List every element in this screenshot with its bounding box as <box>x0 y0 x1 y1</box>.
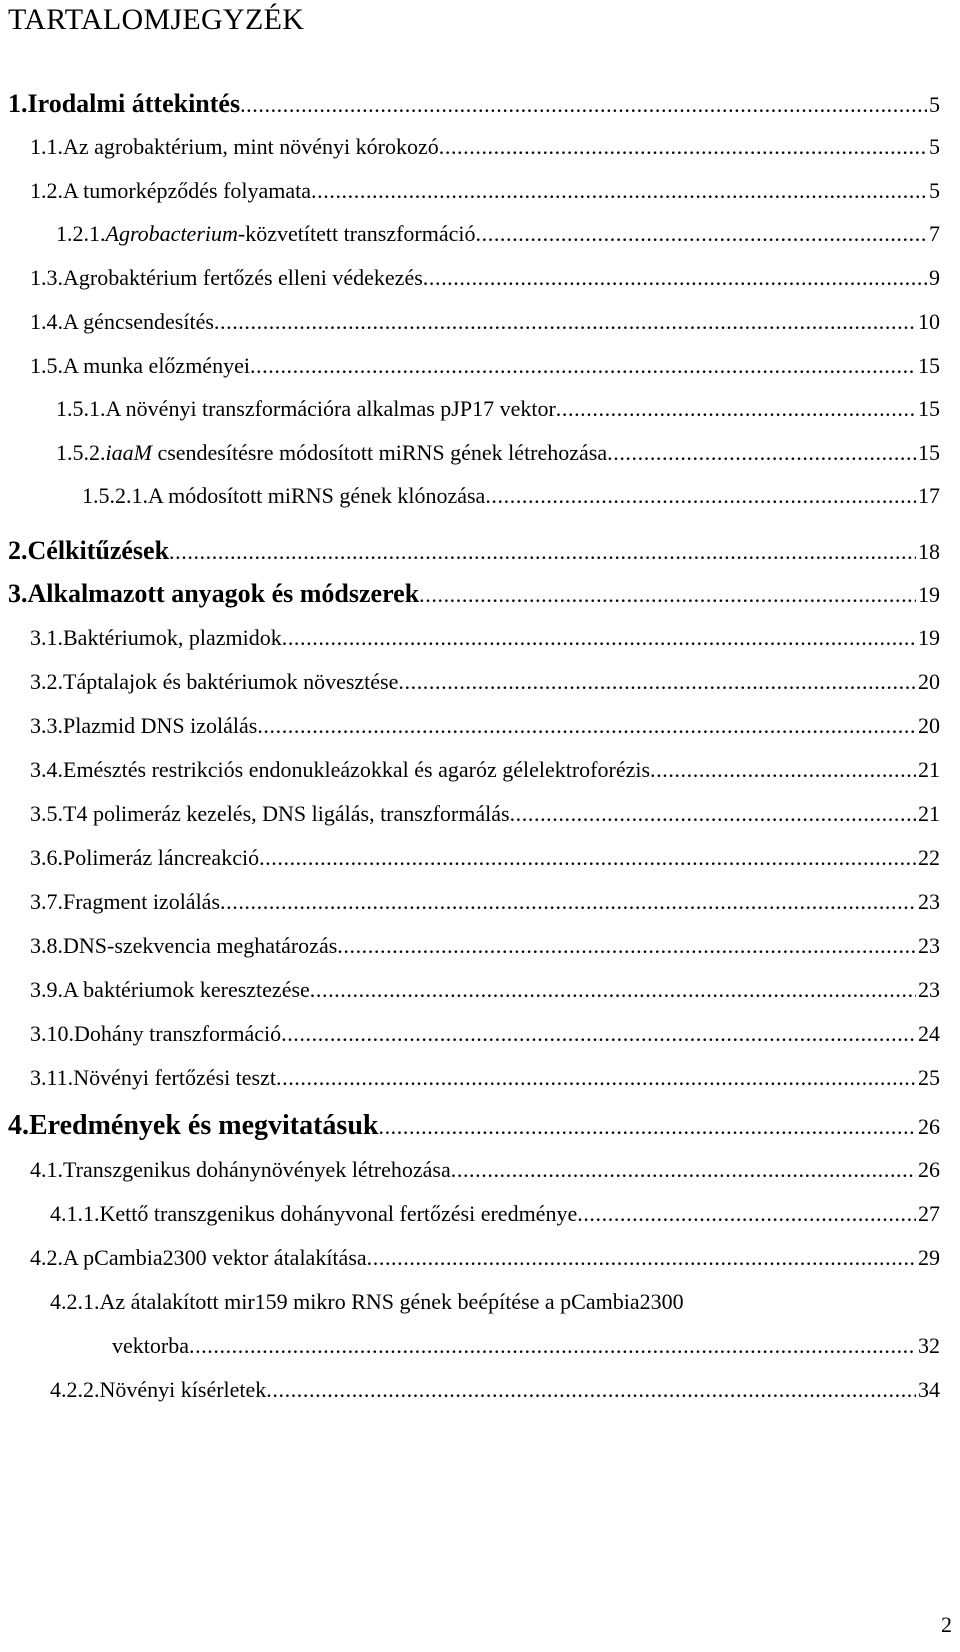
toc-entry-number: 2. <box>8 536 28 565</box>
dot-leader <box>510 798 916 830</box>
toc-entry-3[interactable] <box>0 578 940 610</box>
toc-entry-number: 3.10. <box>30 1021 74 1046</box>
toc-entry-1[interactable] <box>0 88 940 120</box>
toc-entry-3-9[interactable] <box>0 974 940 1006</box>
dot-leader <box>439 131 927 163</box>
toc-entry-number: 1.2. <box>30 178 63 203</box>
toc-entry-1-5[interactable] <box>0 350 940 382</box>
toc-entry-3-10[interactable] <box>0 1018 940 1050</box>
toc-entry-3-2[interactable] <box>0 666 940 698</box>
toc-entry-number: 3.11. <box>30 1065 74 1090</box>
dot-leader <box>214 306 916 338</box>
toc-entry-title: Baktériumok, plazmidok <box>63 625 282 650</box>
toc-entry-number: 1.5.1. <box>56 396 106 421</box>
toc-entry-number: 1.5. <box>30 353 63 378</box>
toc-page-number: 20 <box>918 669 940 694</box>
toc-entry-3-3[interactable] <box>0 710 940 742</box>
page-number: 2 <box>941 1612 952 1637</box>
toc-entry-title: Plazmid DNS izolálás <box>63 713 258 738</box>
toc-page-number: 25 <box>918 1065 940 1090</box>
toc-entry-title: T4 polimeráz kezelés, DNS ligálás, transzformálás <box>63 801 510 826</box>
toc-entry-number: 3. <box>8 579 28 608</box>
toc-entry-1-2-1[interactable] <box>0 218 940 250</box>
toc-entry-title: Transzgenikus dohánynövények létrehozása <box>63 1157 451 1182</box>
toc-entry-4-2[interactable] <box>0 1242 940 1274</box>
toc-entry-number: 3.3. <box>30 713 63 738</box>
toc-page-number: 15 <box>918 353 940 378</box>
dot-leader <box>556 393 916 425</box>
dot-leader <box>276 1062 916 1094</box>
dot-leader <box>257 710 916 742</box>
toc-entry-title: Növényi fertőzési teszt <box>73 1065 276 1090</box>
toc-entry-title: A baktériumok keresztezése <box>63 977 310 1002</box>
dot-leader <box>311 175 927 207</box>
toc-entry-3-1[interactable] <box>0 622 940 654</box>
toc-entry-title: Fragment izolálás <box>63 889 221 914</box>
toc-page-number: 19 <box>918 625 940 650</box>
toc-entry-number: 3.7. <box>30 889 63 914</box>
toc-entry-title: A módosított miRNS gének klónozása <box>148 483 486 508</box>
toc-page-number: 5 <box>929 134 940 159</box>
toc-entry-number: 3.9. <box>30 977 63 1002</box>
dot-leader <box>485 480 916 512</box>
toc-entry-number: 3.8. <box>30 933 63 958</box>
toc-entry-italic: iaaM <box>105 440 152 465</box>
toc-entry-title: Kettő transzgenikus dohányvonal fertőzési eredménye <box>99 1201 578 1226</box>
dot-leader <box>451 1154 916 1186</box>
dot-leader <box>607 437 916 469</box>
toc-entry-3-8[interactable] <box>0 930 940 962</box>
dot-leader <box>266 1374 916 1406</box>
toc-entry-title: Emésztés restrikciós endonukleázokkal és agaróz gélelektroforézis <box>63 757 651 782</box>
toc-entry-4-2-1-continuation[interactable] <box>0 1330 940 1362</box>
toc-entry-4-1-1[interactable] <box>0 1198 940 1230</box>
toc-entry-number: 4.2. <box>30 1245 63 1270</box>
toc-entry-1-4[interactable] <box>0 306 940 338</box>
toc-page-number: 23 <box>918 933 940 958</box>
toc-entry-number: 3.4. <box>30 757 63 782</box>
toc-entry-number: 1.3. <box>30 265 63 290</box>
dot-leader <box>281 1018 916 1050</box>
toc-entry-title: A növényi transzformációra alkalmas pJP17 vektor <box>105 396 556 421</box>
toc-entry-3-6[interactable] <box>0 842 940 874</box>
toc-entry-3-11[interactable] <box>0 1062 940 1094</box>
dot-leader <box>259 842 916 874</box>
dot-leader <box>220 886 916 918</box>
toc-page-number: 10 <box>918 309 940 334</box>
toc-entry-title <box>106 218 476 250</box>
toc-entry-1-5-2[interactable] <box>0 437 940 469</box>
toc-page-number: 19 <box>918 582 940 607</box>
toc-page-number: 22 <box>918 845 940 870</box>
toc-page-number: 21 <box>918 757 940 782</box>
dot-leader <box>189 1330 916 1362</box>
toc-entry-title: DNS-szekvencia meghatározás <box>63 933 338 958</box>
toc-entry-title: Növényi kísérletek <box>99 1377 267 1402</box>
toc-entry-3-7[interactable] <box>0 886 940 918</box>
dot-leader <box>650 754 916 786</box>
toc-page-number: 26 <box>918 1114 940 1139</box>
toc-page-number: 29 <box>918 1245 940 1270</box>
toc-entry-1-3[interactable] <box>0 262 940 294</box>
page-title: TARTALOMJEGYZÉK <box>8 3 305 36</box>
toc-page-number: 23 <box>918 977 940 1002</box>
dot-leader <box>419 579 916 611</box>
toc-entry-title-rest: csendesítésre módosított miRNS gének létrehozása <box>151 440 608 465</box>
toc-entry-4-2-2[interactable] <box>0 1374 940 1406</box>
toc-page-number: 24 <box>918 1021 940 1046</box>
toc-entry-title: A géncsendesítés <box>63 309 214 334</box>
toc-page-number: 15 <box>918 440 940 465</box>
toc-entry-4[interactable] <box>0 1110 940 1142</box>
toc-page-number: 5 <box>929 92 940 117</box>
toc-entry-number: 1.5.2. <box>56 440 106 465</box>
toc-entry-title: Eredmények és megvitatásuk <box>29 1110 379 1141</box>
toc-entry-4-2-1[interactable] <box>0 1286 940 1318</box>
toc-entry-italic: Agrobacterium <box>105 221 238 246</box>
dot-leader <box>282 622 916 654</box>
toc-page-number: 21 <box>918 801 940 826</box>
toc-page-number: 17 <box>918 483 940 508</box>
toc-entry-title <box>106 437 608 469</box>
toc-entry-2[interactable] <box>0 535 940 567</box>
toc-page-number: 32 <box>918 1333 940 1358</box>
toc-entry-3-4[interactable] <box>0 754 940 786</box>
toc-page-number: 15 <box>918 396 940 421</box>
toc-page-number: 26 <box>918 1157 940 1182</box>
toc-entry-title: A tumorképződés folyamata <box>63 178 312 203</box>
toc-entry-title: Polimeráz láncreakció <box>63 845 260 870</box>
toc-page-number: 34 <box>918 1377 940 1402</box>
dot-leader <box>398 666 916 698</box>
toc-entry-number: 1. <box>8 89 28 118</box>
dot-leader <box>250 350 916 382</box>
toc-entry-1-1[interactable] <box>0 131 940 163</box>
toc-entry-number: 4. <box>8 1110 29 1141</box>
toc-entry-number: 3.6. <box>30 845 63 870</box>
toc-entry-1-5-1[interactable] <box>0 393 940 425</box>
toc-entry-title: A munka előzményei <box>63 353 250 378</box>
toc-entry-title: Irodalmi áttekintés <box>27 89 241 118</box>
toc-entry-title-rest: -közvetített transzformáció <box>237 221 476 246</box>
toc-entry-number: 1.2.1. <box>56 221 106 246</box>
dot-leader <box>240 89 927 121</box>
toc-entry-title: Táptalajok és baktériumok növesztése <box>63 669 399 694</box>
toc-entry-title: Agrobaktérium fertőzés elleni védekezés <box>63 265 423 290</box>
toc-page-number: 7 <box>929 221 940 246</box>
toc-entry-1-5-2-1[interactable] <box>0 480 940 512</box>
dot-leader <box>169 536 916 568</box>
dot-leader <box>310 974 916 1006</box>
toc-entry-number: 1.4. <box>30 309 63 334</box>
toc-entry-number: 3.5. <box>30 801 63 826</box>
toc-entry-title: Dohány transzformáció <box>74 1021 282 1046</box>
dot-leader <box>577 1198 916 1230</box>
toc-entry-number: 3.2. <box>30 669 63 694</box>
toc-page-number: 18 <box>918 539 940 564</box>
toc-entry-number: 1.1. <box>30 134 63 159</box>
toc-entry-number: 1.5.2.1. <box>82 483 148 508</box>
toc-entry-title: Az agrobaktérium, mint növényi kórokozó <box>63 134 439 159</box>
dot-leader <box>476 218 927 250</box>
toc-entry-1-2[interactable] <box>0 175 940 207</box>
dot-leader <box>423 262 927 294</box>
toc-page-number: 27 <box>918 1201 940 1226</box>
toc-entry-title: Alkalmazott anyagok és módszerek <box>27 579 420 608</box>
toc-page-number: 20 <box>918 713 940 738</box>
dot-leader <box>367 1242 916 1274</box>
toc-page-number: 5 <box>929 178 940 203</box>
toc-entry-title: Az átalakított mir159 mikro RNS gének beépítése a pCambia2300 <box>99 1289 684 1314</box>
toc-page-number: 9 <box>929 265 940 290</box>
toc-page-number: 23 <box>918 889 940 914</box>
dot-leader <box>378 1111 916 1143</box>
toc-entry-title: A pCambia2300 vektor átalakítása <box>63 1245 367 1270</box>
toc-entry-title: Célkitűzések <box>27 536 170 565</box>
toc-entry-3-5[interactable] <box>0 798 940 830</box>
toc-entry-number: 3.1. <box>30 625 63 650</box>
toc-entry-number: 4.1.1. <box>50 1201 100 1226</box>
toc-entry-title: vektorba <box>112 1333 189 1358</box>
toc-entry-number: 4.1. <box>30 1157 63 1182</box>
toc-entry-number: 4.2.2. <box>50 1377 100 1402</box>
dot-leader <box>337 930 916 962</box>
toc-entry-number: 4.2.1. <box>50 1289 100 1314</box>
toc-entry-4-1[interactable] <box>0 1154 940 1186</box>
